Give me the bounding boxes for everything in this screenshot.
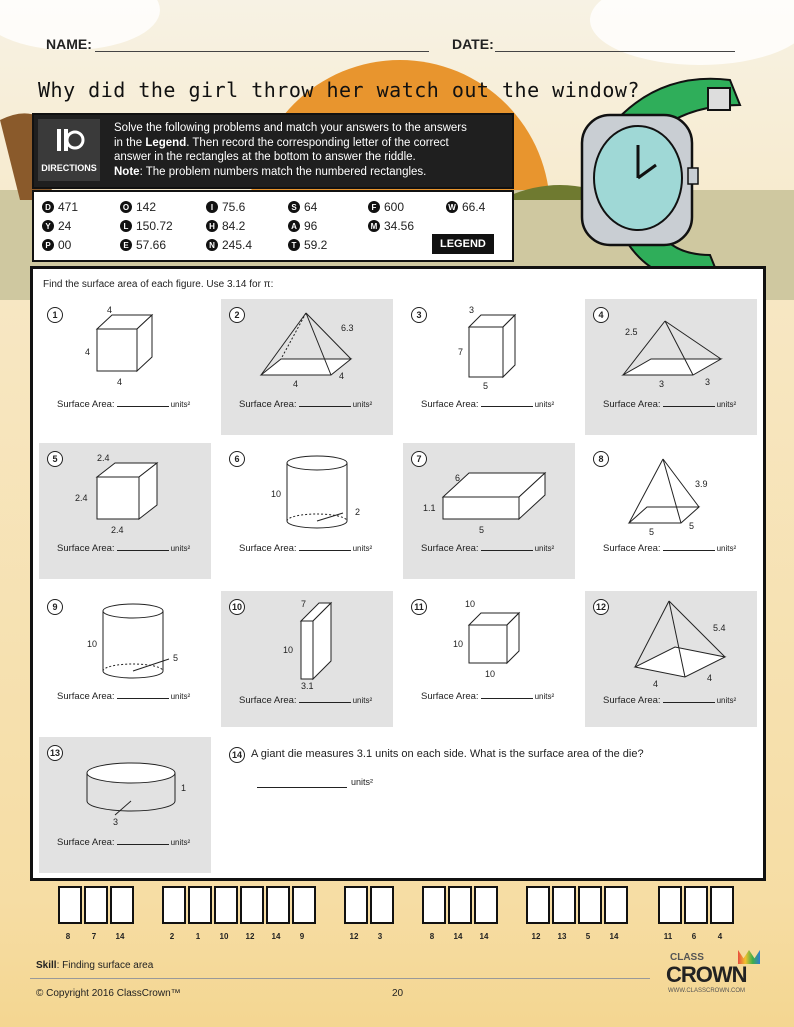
answer-label: 14 — [453, 932, 463, 941]
svg-text:2.4: 2.4 — [97, 453, 110, 463]
svg-text:7: 7 — [301, 599, 307, 609]
directions-line-3: answer in the rectangles at the bottom to answer the riddle. — [114, 151, 416, 163]
answer-label: 9 — [299, 932, 305, 941]
answer-label: 3 — [377, 932, 383, 941]
problem-2: 2 6.3 4 4 Surface Area: units² — [221, 299, 393, 435]
problem-8: 8 3.9 5 5 Surface Area: units² — [585, 443, 757, 579]
directions-box — [32, 113, 514, 189]
answer-box[interactable] — [710, 886, 734, 924]
answer-label: 4 — [717, 932, 723, 941]
svg-text:1: 1 — [181, 783, 187, 793]
svg-text:10: 10 — [453, 639, 464, 649]
legend-box — [32, 190, 514, 262]
problem-11: 11 10 10 10 Surface Area: units² — [403, 591, 575, 727]
answer-label: 6 — [691, 932, 697, 941]
answer-label: 8 — [65, 932, 71, 941]
worksheet-panel: Find the surface area of each figure. Use 3.14 for π: 1 4 4 4 Surface Area: units² 2 6.3 4 4 Surface Area: units² 3 3 7 5 Surface Area: units² 4 2.5 3 3 Surface Area: units² 5 2.4 2.4 2.4 Surface Area: units² 6 10 2 Surface Area: units² 7 6 1.1 5 Surface Area: units² 8 3.9 5 5 Surface Area: units² 9 10 5 Surface Area: units² 10 7 10 3.1 Surface Area: units² 11 10 10 10 Surface Area: units² 12 5.4 4 4 Surface Area: units² 13 1 3 Surface Area: units² 14 A giant die measures 3.1 units on each side. What is the surface area of the die? units² — [30, 266, 766, 881]
answer-label: 14 — [609, 932, 619, 941]
svg-text:5: 5 — [483, 381, 489, 391]
svg-text:5: 5 — [479, 525, 485, 535]
watch-illustration — [560, 60, 790, 300]
answer-box[interactable] — [162, 886, 186, 924]
legend-item-n: N 245.4 — [206, 238, 252, 252]
answer-box[interactable] — [474, 886, 498, 924]
name-label: NAME: — [46, 36, 92, 52]
legend-item-o: O 142 — [120, 200, 156, 214]
directions-badge — [38, 119, 100, 181]
svg-text:3.1: 3.1 — [301, 681, 314, 691]
svg-text:3: 3 — [659, 379, 665, 389]
svg-text:4: 4 — [293, 379, 299, 389]
svg-text:10: 10 — [485, 669, 496, 679]
problem-14-text: A giant die measures 3.1 units on each side. What is the surface area of the die? — [251, 748, 644, 760]
answer-box[interactable] — [188, 886, 212, 924]
answer-label: 10 — [219, 932, 229, 941]
problem-6: 6 10 2 Surface Area: units² — [221, 443, 393, 579]
legend-item-l: L 150.72 — [120, 219, 173, 233]
answer-box[interactable] — [422, 886, 446, 924]
answer-box[interactable] — [84, 886, 108, 924]
problem-9: 9 10 5 Surface Area: units² — [39, 591, 211, 727]
svg-text:3: 3 — [113, 817, 119, 827]
svg-text:5: 5 — [689, 521, 695, 531]
answer-label: 7 — [91, 932, 97, 941]
problem-4: 4 2.5 3 3 Surface Area: units² — [585, 299, 757, 435]
answer-box[interactable] — [658, 886, 682, 924]
copyright: © Copyright 2016 ClassCrown™ — [36, 988, 181, 999]
directions-note: Note: The problem numbers match the numbered rectangles. — [114, 165, 427, 178]
legend-item-e: E 57.66 — [120, 238, 166, 252]
svg-text:2: 2 — [355, 507, 361, 517]
problem-5: 5 2.4 2.4 2.4 Surface Area: units² — [39, 443, 211, 579]
svg-text:5: 5 — [173, 653, 179, 663]
legend-item-s: S 64 — [288, 200, 317, 214]
answer-box[interactable] — [266, 886, 290, 924]
problem-13: 13 1 3 Surface Area: units² — [39, 737, 211, 873]
svg-text:4: 4 — [85, 347, 91, 357]
svg-text:6.3: 6.3 — [341, 323, 354, 333]
legend-item-i: I 75.6 — [206, 200, 245, 214]
legend-item-h: H 84.2 — [206, 219, 245, 233]
legend-item-m: M 34.56 — [368, 219, 414, 233]
legend-item-y: Y 24 — [42, 219, 71, 233]
svg-text:6: 6 — [455, 473, 461, 483]
answer-box[interactable] — [578, 886, 602, 924]
problem-3: 3 3 7 5 Surface Area: units² — [403, 299, 575, 435]
problem-7: 7 6 1.1 5 Surface Area: units² — [403, 443, 575, 579]
svg-text:2.4: 2.4 — [111, 525, 124, 535]
svg-text:5.4: 5.4 — [713, 623, 726, 633]
footer-divider — [30, 978, 650, 979]
legend-item-t: T 59.2 — [288, 238, 327, 252]
directions-tag: DIRECTIONS — [41, 163, 97, 173]
skill-line: Skill: Finding surface area — [36, 960, 154, 971]
problem-14-units: units² — [351, 777, 374, 787]
date-line[interactable] — [495, 50, 735, 52]
page-number: 20 — [392, 988, 404, 999]
answer-box[interactable] — [684, 886, 708, 924]
brand-top: CLASS — [670, 952, 704, 963]
svg-text:4: 4 — [117, 377, 123, 387]
problem-12: 12 5.4 4 4 Surface Area: units² — [585, 591, 757, 727]
answer-label: 13 — [557, 932, 567, 941]
svg-text:3: 3 — [705, 377, 711, 387]
svg-text:4: 4 — [707, 673, 713, 683]
directions-line-1: Solve the following problems and match your answers to the answers — [114, 122, 467, 134]
answer-rectangles — [0, 882, 794, 952]
svg-text:10: 10 — [283, 645, 294, 655]
svg-text:7: 7 — [458, 347, 464, 357]
problem-14-answer[interactable] — [257, 777, 347, 788]
answer-label: 8 — [429, 932, 435, 941]
svg-text:10: 10 — [271, 489, 282, 499]
answer-label: 14 — [479, 932, 489, 941]
answer-label: 2 — [169, 932, 175, 941]
svg-text:2.5: 2.5 — [625, 327, 638, 337]
legend-item-p: P 00 — [42, 238, 71, 252]
answer-box[interactable] — [214, 886, 238, 924]
answer-label: 11 — [663, 932, 673, 941]
brand-url: WWW.CLASSCROWN.COM — [668, 988, 745, 994]
pencil-icon — [53, 125, 85, 157]
legend-item-w: W 66.4 — [446, 200, 485, 214]
answer-label: 14 — [115, 932, 125, 941]
svg-text:5: 5 — [649, 527, 655, 537]
directions-line-2: in the Legend. Then record the corresponding letter of the correct — [114, 136, 449, 149]
svg-text:2.4: 2.4 — [75, 493, 88, 503]
answer-box[interactable] — [526, 886, 550, 924]
answer-label: 12 — [245, 932, 255, 941]
answer-label: 1 — [195, 932, 201, 941]
answer-box[interactable] — [604, 886, 628, 924]
svg-text:4: 4 — [653, 679, 659, 689]
problem-10: 10 7 10 3.1 Surface Area: units² — [221, 591, 393, 727]
legend-item-a: A 96 — [288, 219, 317, 233]
problem-1: 1 4 4 4 Surface Area: units² — [39, 299, 211, 435]
svg-text:3.9: 3.9 — [695, 479, 708, 489]
answer-box[interactable] — [448, 886, 472, 924]
date-label: DATE: — [452, 36, 494, 52]
answer-box[interactable] — [292, 886, 316, 924]
answer-box[interactable] — [110, 886, 134, 924]
legend-tag: LEGEND — [432, 234, 494, 254]
legend-item-f: F 600 — [368, 200, 404, 214]
legend-item-d: D 471 — [42, 200, 78, 214]
svg-text:4: 4 — [107, 305, 113, 315]
answer-label: 12 — [349, 932, 359, 941]
answer-box[interactable] — [552, 886, 576, 924]
answer-label: 12 — [531, 932, 541, 941]
svg-text:10: 10 — [465, 599, 476, 609]
answer-box[interactable] — [370, 886, 394, 924]
answer-box[interactable] — [58, 886, 82, 924]
svg-text:1.1: 1.1 — [423, 503, 436, 513]
directions-text — [114, 121, 508, 179]
answer-box[interactable] — [240, 886, 264, 924]
instruction-text: Find the surface area of each figure. Use 3.14 for π: — [43, 279, 274, 290]
answer-label: 5 — [585, 932, 591, 941]
svg-text:4: 4 — [339, 371, 345, 381]
svg-text:10: 10 — [87, 639, 98, 649]
name-line[interactable] — [95, 50, 429, 52]
answer-box[interactable] — [344, 886, 368, 924]
svg-text:3: 3 — [469, 305, 475, 315]
answer-label: 14 — [271, 932, 281, 941]
riddle-title: Why did the girl throw her watch out the window? — [38, 78, 640, 102]
brand-main: CROWN — [666, 962, 747, 987]
